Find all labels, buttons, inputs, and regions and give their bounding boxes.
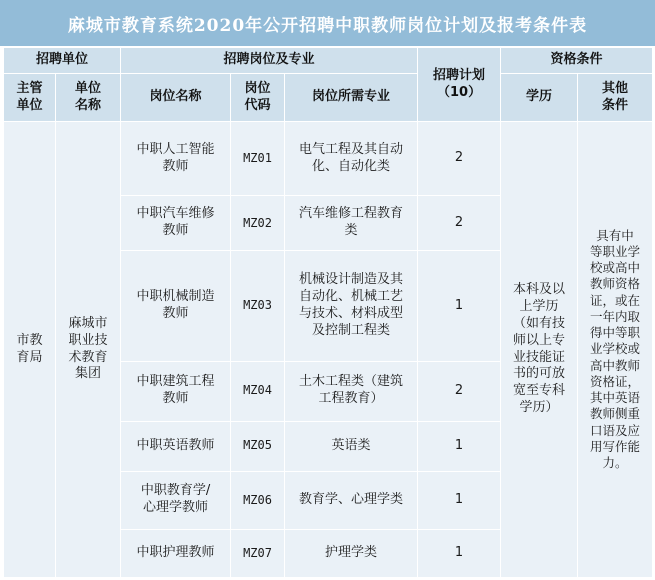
header-education: 学历 bbox=[501, 74, 578, 122]
header-post-code: 岗位 代码 bbox=[231, 74, 285, 122]
count-cell: 1 bbox=[418, 471, 501, 529]
count-cell: 2 bbox=[418, 361, 501, 421]
header-recruiting-unit: 招聘单位 bbox=[4, 48, 121, 74]
count-cell: 1 bbox=[418, 529, 501, 577]
post-code-cell: MZ07 bbox=[231, 529, 285, 577]
major-cell: 机械设计制造及其 自动化、机械工艺 与技术、材料成型 及控制工程类 bbox=[285, 251, 418, 361]
header-post-and-major: 招聘岗位及专业 bbox=[121, 48, 418, 74]
unit-name-cell: 麻城市 职业技 术教育 集团 bbox=[56, 122, 121, 578]
education-cell: 本科及以 上学历 （如有技 师以上专 业技能证 书的可放 宽至专科 学历） bbox=[501, 122, 578, 578]
header-other-conditions: 其他 条件 bbox=[578, 74, 653, 122]
header-row-sub bbox=[4, 74, 653, 122]
post-name-cell: 中职汽车维修 教师 bbox=[121, 196, 231, 251]
major-cell: 电气工程及其自动 化、自动化类 bbox=[285, 122, 418, 196]
post-name-cell: 中职英语教师 bbox=[121, 421, 231, 471]
major-cell: 教育学、心理学类 bbox=[285, 471, 418, 529]
count-cell: 1 bbox=[418, 421, 501, 471]
post-code-cell: MZ03 bbox=[231, 251, 285, 361]
post-name-cell: 中职机械制造 教师 bbox=[121, 251, 231, 361]
recruitment-table bbox=[3, 47, 653, 578]
header-recruitment-plan: 招聘计划 （10） bbox=[418, 48, 501, 122]
major-cell: 护理学类 bbox=[285, 529, 418, 577]
count-cell: 2 bbox=[418, 122, 501, 196]
header-qualifications: 资格条件 bbox=[501, 48, 653, 74]
count-cell: 1 bbox=[418, 251, 501, 361]
supervisor-cell: 市教 育局 bbox=[4, 122, 56, 578]
post-name-cell: 中职护理教师 bbox=[121, 529, 231, 577]
major-cell: 英语类 bbox=[285, 421, 418, 471]
post-code-cell: MZ02 bbox=[231, 196, 285, 251]
post-code-cell: MZ06 bbox=[231, 471, 285, 529]
header-major: 岗位所需专业 bbox=[285, 74, 418, 122]
header-row-top bbox=[4, 48, 653, 74]
header-supervisor: 主管 单位 bbox=[4, 74, 56, 122]
post-name-cell: 中职人工智能 教师 bbox=[121, 122, 231, 196]
other-conditions-cell: 具有中 等职业学 校或高中 教师资格 证，或在 一年内取 得中等职 业学校或 高中教师 资格证， 其中英语 教师侧重 口语及应 用写作能 力。 bbox=[578, 122, 653, 578]
post-code-cell: MZ01 bbox=[231, 122, 285, 196]
page-title: 麻城市教育系统2020年公开招聘中职教师岗位计划及报考条件表 bbox=[0, 0, 655, 46]
header-unit-name: 单位 名称 bbox=[56, 74, 121, 122]
header-post-name: 岗位名称 bbox=[121, 74, 231, 122]
major-cell: 土木工程类（建筑 工程教育） bbox=[285, 361, 418, 421]
count-cell: 2 bbox=[418, 196, 501, 251]
post-name-cell: 中职教育学/ 心理学教师 bbox=[121, 471, 231, 529]
table-row bbox=[4, 122, 653, 196]
post-name-cell: 中职建筑工程 教师 bbox=[121, 361, 231, 421]
post-code-cell: MZ04 bbox=[231, 361, 285, 421]
post-code-cell: MZ05 bbox=[231, 421, 285, 471]
major-cell: 汽车维修工程教育 类 bbox=[285, 196, 418, 251]
